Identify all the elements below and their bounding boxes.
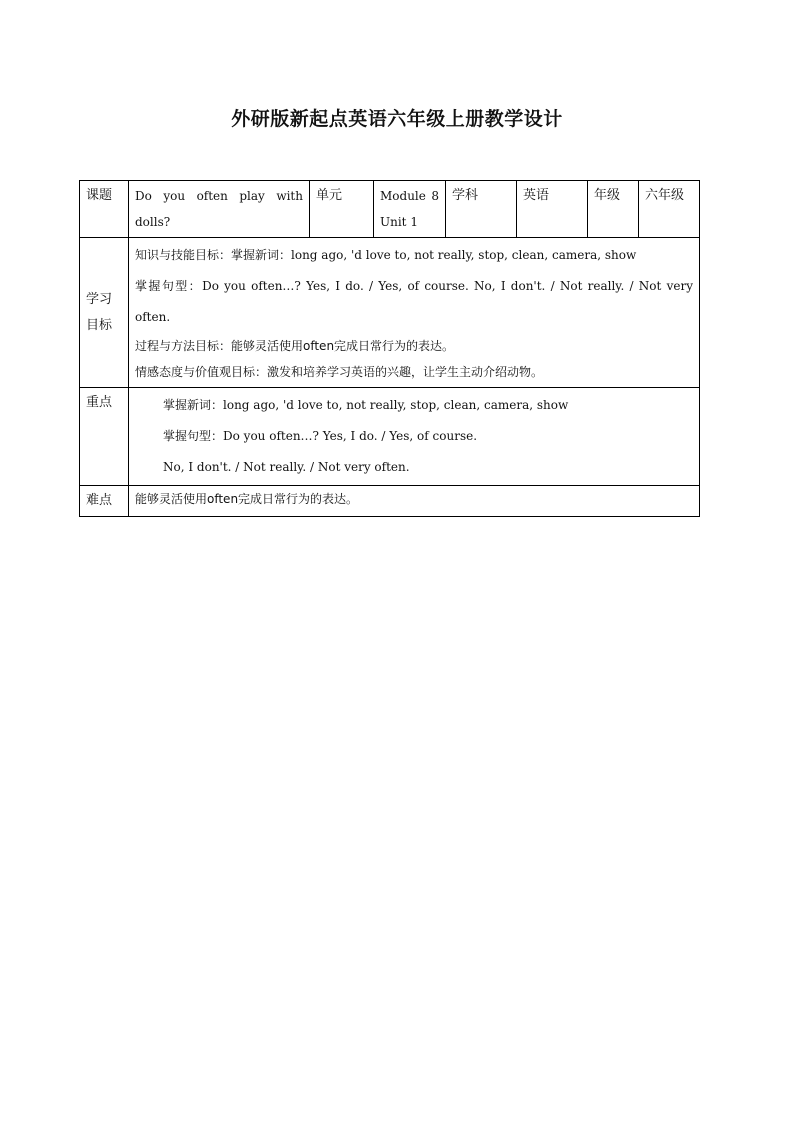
topic-value — [129, 181, 310, 238]
key-pattern-line-2: No, I don't. / Not really. / Not very often. — [163, 460, 410, 474]
subject-value: 英语 — [517, 181, 588, 238]
grade-label: 年级 — [588, 181, 639, 238]
topic-label: 课题 — [80, 181, 129, 238]
key-pattern-prefix: 掌握句型： — [163, 429, 224, 443]
lesson-plan-table — [79, 180, 700, 517]
knowledge-words: long ago, 'd love to, not really, stop, clean, camera, show — [291, 248, 637, 262]
process-objective: 过程与方法目标：能够灵活使用often完成日常行为的表达。 — [135, 339, 455, 353]
key-words-prefix: 掌握新词： — [163, 398, 224, 412]
difficulties-content: 能够灵活使用often完成日常行为的表达。 — [129, 486, 700, 517]
unit-line-1: Module 8 — [380, 189, 439, 203]
unit-value — [374, 181, 446, 238]
difficulties-label: 难点 — [80, 486, 129, 517]
unit-line-2: Unit 1 — [380, 215, 418, 229]
table-row-key-points — [80, 388, 700, 486]
objectives-label — [80, 238, 129, 388]
subject-label: 学科 — [446, 181, 517, 238]
pattern-line-2: often. — [135, 310, 171, 324]
table-row-header — [80, 181, 700, 238]
emotion-objective: 情感态度与价值观目标：激发和培养学习英语的兴趣，让学生主动介绍动物。 — [135, 365, 544, 379]
pattern-objective — [135, 271, 693, 302]
unit-label: 单元 — [310, 181, 374, 238]
knowledge-objective — [135, 240, 693, 271]
grade-value: 六年级 — [639, 181, 700, 238]
objectives-label-line-1: 学习 — [86, 291, 113, 307]
objectives-label-line-2: 目标 — [86, 317, 113, 333]
key-pattern-text: Do you often…? Yes, I do. / Yes, of course. — [223, 429, 478, 443]
table-row-difficulties — [80, 486, 700, 517]
key-pattern-line-1 — [163, 421, 693, 452]
key-words: long ago, 'd love to, not really, stop, clean, camera, show — [223, 398, 569, 412]
topic-line-2: dolls? — [135, 215, 171, 229]
knowledge-prefix: 知识与技能目标：掌握新词： — [135, 248, 292, 262]
pattern-line-1: Do you often…? Yes, I do. / Yes, of course. No, I don't. / Not really. / Not very — [202, 279, 693, 293]
pattern-prefix: 掌握句型： — [135, 279, 203, 293]
table-row-objectives — [80, 238, 700, 388]
topic-line-1: Do you often play with — [135, 189, 303, 203]
key-words-line — [163, 390, 693, 421]
key-points-label: 重点 — [80, 388, 129, 486]
key-points-content — [129, 388, 700, 486]
objectives-content — [129, 238, 700, 388]
page-title: 外研版新起点英语六年级上册教学设计 — [231, 108, 563, 130]
